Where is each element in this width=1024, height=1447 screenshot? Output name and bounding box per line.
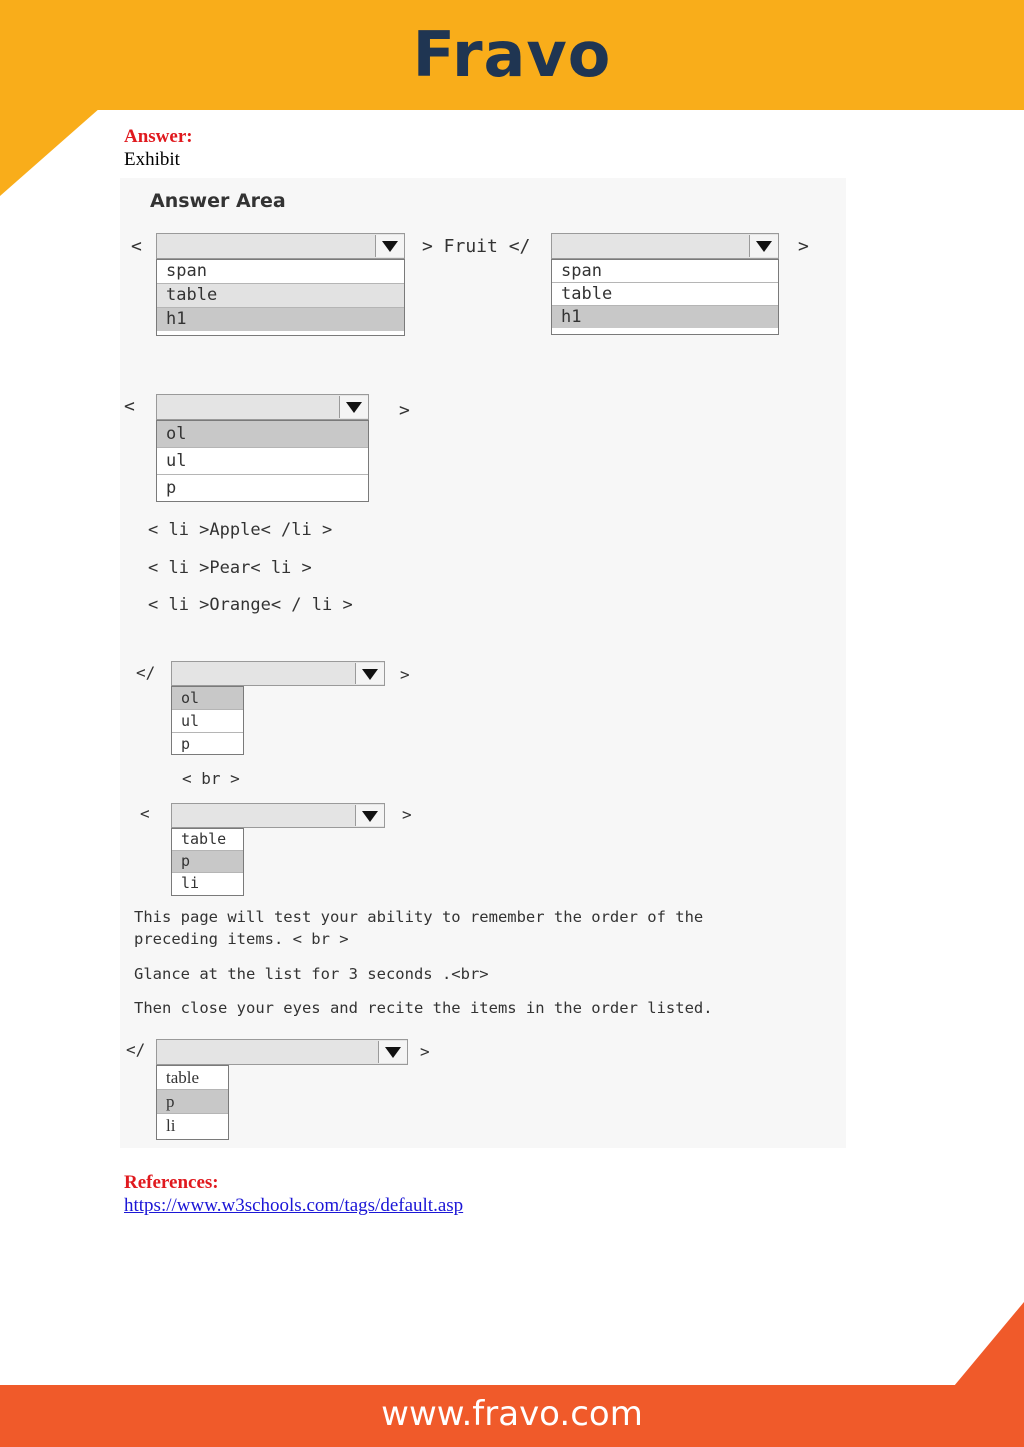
footer-corner-decoration (954, 1302, 1024, 1386)
chevron-down-icon[interactable] (378, 1041, 407, 1063)
br-tag-text: < br > (182, 769, 240, 788)
list-item-apple: < li >Apple< /li > (148, 520, 333, 540)
row1-dropdown1[interactable] (156, 233, 405, 259)
row3-close-bracket: > (400, 665, 410, 684)
chevron-down-icon[interactable] (375, 235, 404, 257)
option-h1[interactable]: h1 (157, 308, 404, 331)
option-li[interactable]: li (181, 874, 200, 892)
paragraph-line-4: Then close your eyes and recite the items in the order listed. (134, 999, 713, 1017)
paragraph-line-1: This page will test your ability to remember the order of the (134, 908, 704, 926)
row1-dropdown2-options (551, 259, 779, 335)
row5-tag-dropdown[interactable] (156, 1039, 408, 1065)
option-p[interactable]: p (172, 851, 243, 873)
option-p[interactable]: p (166, 478, 177, 498)
chevron-down-icon[interactable] (339, 396, 368, 418)
row4-close-bracket: > (402, 805, 412, 824)
list-item-orange: < li >Orange< / li > (148, 595, 353, 615)
chevron-down-icon[interactable] (355, 805, 384, 826)
row2-open-bracket: < (124, 396, 135, 417)
option-table[interactable]: table (157, 1066, 228, 1090)
row4-tag-dropdown[interactable] (171, 803, 385, 828)
answer-label: Answer: (124, 126, 193, 147)
option-table[interactable]: table (157, 284, 404, 308)
row5-open-bracket: </ (126, 1040, 146, 1059)
option-p[interactable]: p (157, 1090, 228, 1114)
chevron-down-icon[interactable] (355, 663, 384, 684)
row2-dropdown-options (156, 420, 369, 502)
paragraph-line-3: Glance at the list for 3 seconds .<br> (134, 965, 489, 983)
row5-dropdown-options (156, 1065, 229, 1140)
list-item-pear: < li >Pear< li > (148, 558, 312, 578)
row3-open-bracket: </ (136, 663, 156, 682)
answer-area-title: Answer Area (150, 190, 286, 212)
header-corner-decoration (0, 108, 100, 196)
option-li[interactable]: li (166, 1116, 176, 1135)
row4-open-bracket: < (140, 804, 150, 823)
row1-open-bracket: < (131, 236, 142, 257)
option-table[interactable]: table (172, 829, 243, 851)
row2-list-type-dropdown[interactable] (156, 394, 369, 420)
references-link[interactable]: https://www.w3schools.com/tags/default.asp (124, 1195, 464, 1216)
footer-site-url: www.fravo.com (381, 1394, 643, 1434)
option-table[interactable]: table (552, 283, 778, 306)
answer-area-exhibit (120, 178, 846, 1148)
option-span[interactable]: span (157, 260, 404, 284)
chevron-down-icon[interactable] (749, 235, 778, 257)
row1-dropdown1-options (156, 259, 405, 336)
option-ul[interactable]: ul (157, 448, 368, 475)
row3-list-type-dropdown[interactable] (171, 661, 385, 686)
option-ol[interactable]: ol (172, 687, 243, 710)
option-ol[interactable]: ol (157, 421, 368, 448)
exhibit-label: Exhibit (124, 149, 180, 170)
row2-close-bracket: > (399, 400, 410, 421)
fravo-logo: Fravo (412, 18, 612, 91)
option-p[interactable]: p (181, 735, 191, 753)
option-span[interactable]: span (552, 260, 778, 283)
paragraph-line-2: preceding items. < br > (134, 930, 349, 948)
option-h1[interactable]: h1 (552, 306, 778, 328)
row4-dropdown-options (171, 828, 244, 896)
row3-dropdown-options (171, 686, 244, 755)
row1-dropdown2[interactable] (551, 233, 779, 259)
references-label: References: (124, 1172, 219, 1193)
row1-fruit-text: > Fruit </ (422, 236, 531, 257)
option-ul[interactable]: ul (172, 710, 243, 733)
row5-close-bracket: > (420, 1042, 430, 1061)
row1-close-bracket: > (798, 236, 809, 257)
